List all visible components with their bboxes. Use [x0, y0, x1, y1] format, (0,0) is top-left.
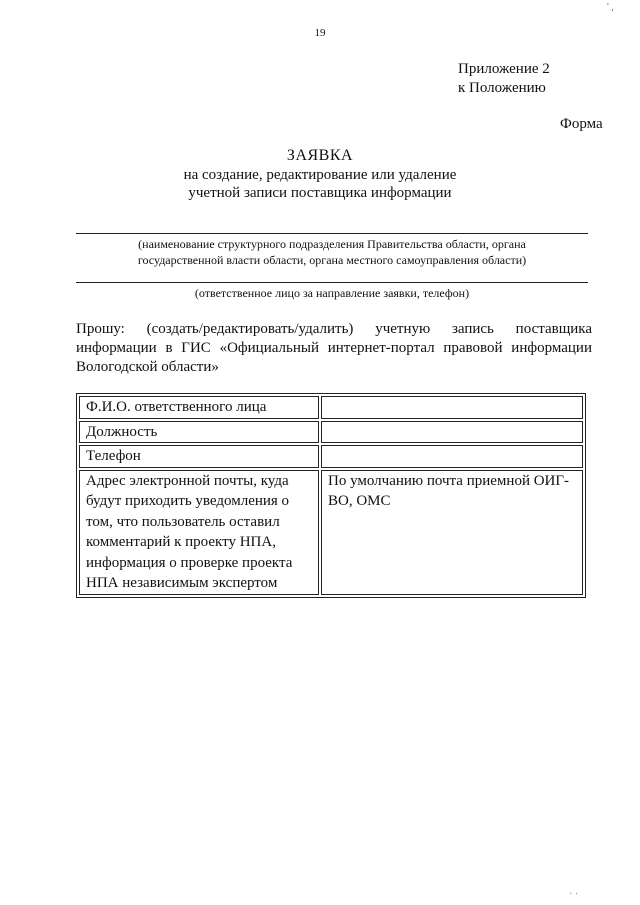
table-row [79, 445, 583, 468]
page-number: 19 [314, 27, 326, 39]
request-text: Прошу: (создать/редактировать/удалить) учетную запись поставщика информации в ГИС «Официальный интернет-портал правовой информации Вологодской области» [76, 321, 592, 375]
title-line-3: учетной записи поставщика информации [188, 185, 452, 201]
row-label-position: Должность [79, 421, 319, 444]
row-value-phone[interactable] [321, 445, 583, 468]
document-title [0, 146, 640, 202]
corner-mark-bottom: · · [569, 889, 579, 900]
row-label-phone: Телефон [79, 445, 319, 468]
info-table [76, 393, 586, 598]
row-value-fio[interactable] [321, 396, 583, 419]
responsible-caption: (ответственное лицо за направление заявки, телефон) [194, 286, 470, 300]
appendix-line-1: Приложение 2 [458, 61, 550, 77]
row-value-email[interactable]: По умолчанию почта приемной ОИГ-ВО, ОМС [321, 470, 583, 595]
appendix-line-2: к Положению [458, 80, 546, 96]
table-row [79, 421, 583, 444]
title-line-2: на создание, редактирование или удаление [183, 167, 457, 183]
corner-mark: ' , [607, 2, 614, 13]
row-label-fio: Ф.И.О. ответственного лица [79, 396, 319, 419]
table-row [79, 470, 583, 595]
organization-caption: (наименование структурного подразделения Правительства области, органа государственной власти области, органа местного самоуправления области) [137, 237, 527, 267]
organization-fill-line [76, 233, 588, 234]
responsible-fill-line [76, 282, 588, 283]
row-value-position[interactable] [321, 421, 583, 444]
form-label: Форма [560, 116, 603, 132]
title-main: ЗАЯВКА [286, 147, 354, 164]
appendix-reference [458, 60, 550, 98]
table-row [79, 396, 583, 419]
row-label-email: Адрес электронной почты, куда будут приходить уведомления о том, что пользователь оставил комментарий к проекту НПА, информация о проверке проекта НПА независимым экспертом [79, 470, 319, 595]
